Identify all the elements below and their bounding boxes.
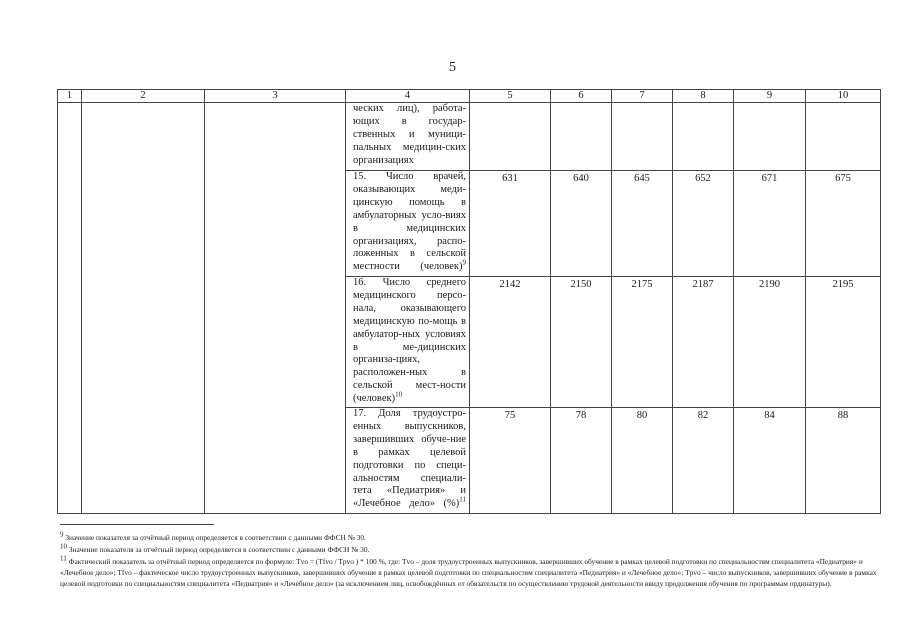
value-cell: 2142	[470, 277, 551, 408]
header-cell: 7	[612, 90, 673, 103]
value-cell: 84	[734, 408, 806, 514]
value-cell: 2175	[612, 277, 673, 408]
value-cell: 75	[470, 408, 551, 514]
header-cell: 1	[58, 90, 82, 103]
indicators-table	[57, 89, 881, 514]
footnote-text: Фактический показатель за отчётный период определяется по формуле: Tvo = (Tfvo / Tpvo ) * 100 %, где: Tvo – доля трудоустроенных выпускников, завершивших обучение в рамках целевой подготовки по специальностям специалитета «Педиатрия» и «Лечебное дело»; Tfvo – фактическое число трудоустроенных выпускников, завершивших обучение в рамках целевой подготовки по специальностям специалитета «Педиатрия» и «Лечебное дело»; Tpvo – число выпускников, завершивших обучение в рамках целевой подготовки по специальностям специалитета «Педиатрия» и «Лечебное дело» (за исключением лиц, освобождённых от обязательств по осуществлению трудовой деятельности ввиду продолжения обучения по программам ординатуры).	[60, 557, 877, 588]
value-cell: 2195	[806, 277, 881, 408]
value-cell: 675	[806, 171, 881, 277]
value-cell: 671	[734, 171, 806, 277]
row-number-cell	[58, 103, 82, 514]
footnotes	[60, 532, 882, 590]
value-cell	[612, 103, 673, 171]
footnote-separator	[60, 524, 214, 525]
value-cell	[673, 103, 734, 171]
value-cell: 78	[551, 408, 612, 514]
goal-cell	[82, 103, 205, 514]
value-cell: 2187	[673, 277, 734, 408]
indicator-cell: 15. Число врачей, оказывающих меди-цинскую помощь в амбулаторных усло-виях в медицинских организациях, распо-ложенных в сельской местности (человек)$^9$	[346, 171, 470, 277]
footnote-ref: 11	[459, 495, 466, 504]
footnote-mark: 11	[60, 554, 67, 563]
indicator-cell: ческих лиц), работа-ющих в государ-ственных и муници-пальных медицин-ских организациях	[346, 103, 470, 171]
value-cell: 2190	[734, 277, 806, 408]
value-cell	[470, 103, 551, 171]
footnote-text: Значение показателя за отчётный период определяется в соответствии с данными ФФСН № 30.	[65, 533, 366, 542]
footnote	[60, 532, 882, 543]
footnote-text: Значение показателя за отчётный период определяется в соответствии с данными ФФСН № 30.	[68, 545, 370, 554]
task-cell	[205, 103, 346, 514]
table-row	[58, 103, 881, 171]
value-cell: 631	[470, 171, 551, 277]
footnote	[60, 556, 882, 589]
footnote-mark: 9	[60, 530, 64, 539]
footnote-mark: 10	[60, 542, 67, 551]
indicator-cell: 16. Число среднего медицинского персо-нала, оказывающего медицинскую по-мощь в амбулатор-ных условиях в ме-дицинских организа-циях, расположен-ных в сельской мест-ности (человек)$^{10}$	[346, 277, 470, 408]
header-cell: 10	[806, 90, 881, 103]
value-cell: 2150	[551, 277, 612, 408]
header-cell: 5	[470, 90, 551, 103]
footnote	[60, 544, 882, 555]
value-cell	[806, 103, 881, 171]
header-cell: 9	[734, 90, 806, 103]
value-cell: 82	[673, 408, 734, 514]
indicator-cell: 17. Доля трудоустро-енных выпускников, завершивших обуче-ние в рамках целевой подготовки по специ-альностям специали-тета «Педиатрия» и «Лечебное дело» (%)$^{11}$	[346, 408, 470, 514]
value-cell: 88	[806, 408, 881, 514]
footnote-ref: 9	[462, 258, 466, 267]
value-cell: 645	[612, 171, 673, 277]
header-cell: 8	[673, 90, 734, 103]
header-cell: 3	[205, 90, 346, 103]
header-cell: 4	[346, 90, 470, 103]
value-cell: 652	[673, 171, 734, 277]
header-cell: 6	[551, 90, 612, 103]
value-cell	[551, 103, 612, 171]
value-cell: 640	[551, 171, 612, 277]
value-cell: 80	[612, 408, 673, 514]
value-cell	[734, 103, 806, 171]
page-number: 5	[449, 60, 456, 75]
footnote-ref: 10	[395, 390, 403, 399]
header-cell: 2	[82, 90, 205, 103]
header-row	[58, 90, 881, 103]
